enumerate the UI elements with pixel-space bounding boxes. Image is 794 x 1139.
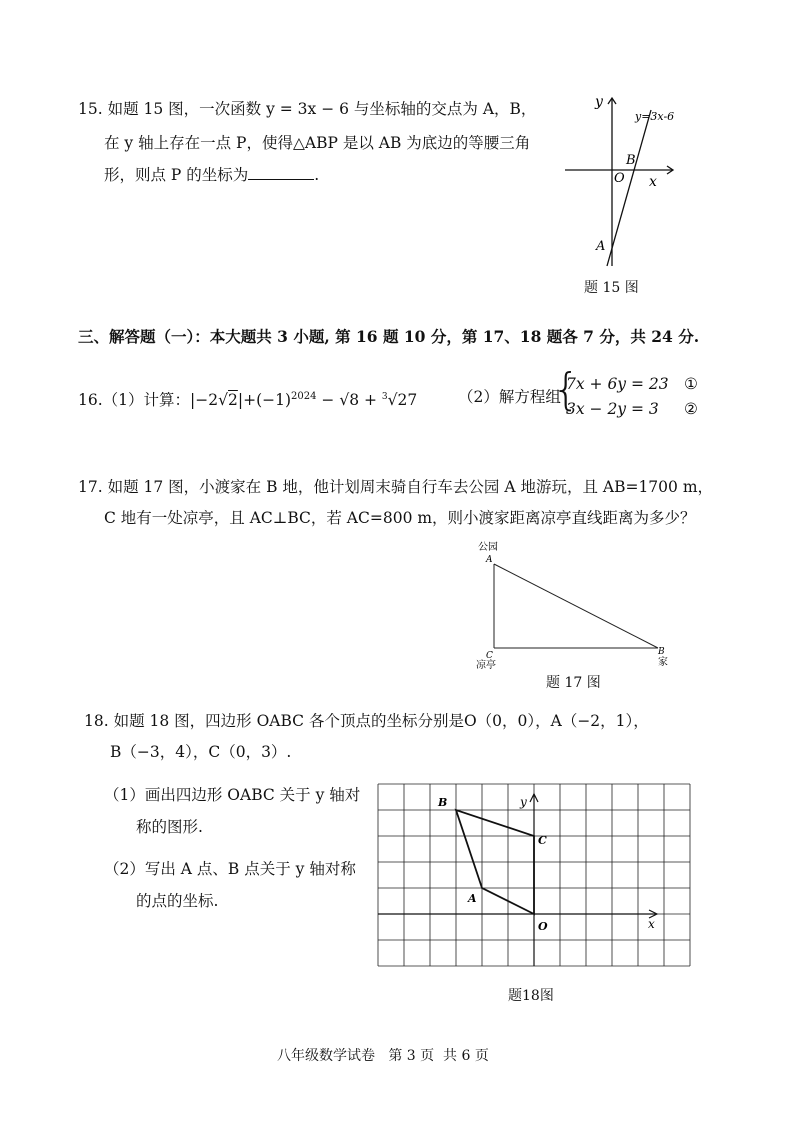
a-label: A <box>596 239 606 254</box>
q16-part1 <box>78 386 417 411</box>
cbrt-index: 3 <box>381 392 388 402</box>
exponent: 2024 <box>291 391 317 402</box>
o-label: O <box>538 920 548 933</box>
x-label: x <box>648 917 655 931</box>
q16-prefix: 16.（1）计算： <box>78 391 191 410</box>
abs-coef: −2 <box>195 391 219 410</box>
q17-line2: C 地有一处凉亭，且 AC⊥BC，若 AC=800 m，则小渡家距离凉亭直线距离为多少？ <box>104 509 696 527</box>
o-label: O <box>614 171 625 186</box>
eq2: 3x − 2y = 3 <box>566 400 659 418</box>
mark2: ② <box>684 400 698 418</box>
q16-part2-prefix: （2）解方程组 <box>458 388 561 406</box>
q15-line2: 在 y 轴上存在一点 P，使得△ABP 是以 AB 为底边的等腰三角 <box>104 134 531 152</box>
c-label: C <box>538 834 547 847</box>
q18-line1: 18. 如题 18 图，四边形 OABC 各个顶点的坐标分别是O（0，0），A（−2，1）， <box>84 712 649 730</box>
b-label: B <box>658 647 665 657</box>
q18-line2: B（−3，4），C（0，3）. <box>110 743 292 761</box>
sqrt-arg: 2 <box>228 391 238 410</box>
q18-grid-figure <box>370 780 700 970</box>
b-label: B <box>438 796 448 809</box>
mark1: ① <box>684 375 698 393</box>
section-heading: 三、解答题（一）：本大题共 3 小题, 第 16 题 10 分，第 17、18 题各 7 分，共 24 分. <box>78 327 700 346</box>
b-label: B <box>626 153 636 168</box>
y-label: y <box>520 795 527 809</box>
q18-caption: 题18图 <box>508 988 554 1004</box>
a-label: A <box>468 892 477 905</box>
home-label: 家 <box>658 657 668 668</box>
cbrt-body: √27 <box>387 391 418 410</box>
a-label: A <box>486 555 493 565</box>
q18-p2-line2: 的点的坐标. <box>136 892 219 910</box>
term-power: +(−1) <box>243 391 292 410</box>
abs-open: | <box>190 391 196 410</box>
y-label: y <box>595 94 603 110</box>
q15-line1: 15. 如题 15 图，一次函数 y = 3x − 6 与坐标轴的交点为 A，B， <box>78 100 537 118</box>
sqrt-sign: √ <box>218 391 228 410</box>
answer-blank[interactable] <box>248 165 314 180</box>
q17-line1: 17. 如题 17 图，小渡家在 B 地，他计划周末骑自行车去公园 A 地游玩，且 AB=1700 m， <box>78 478 714 496</box>
segment-ab <box>494 564 658 648</box>
q15-line3-end: . <box>314 166 320 184</box>
eq-label: y=3x-6 <box>635 110 675 123</box>
function-line <box>607 110 651 266</box>
term-sqrt8: − √8 + <box>316 391 382 410</box>
q18-p1-line2: 称的图形. <box>136 818 203 836</box>
q15-line3 <box>104 164 319 186</box>
q17-figure <box>470 534 700 670</box>
q18-p1-line1: （1）画出四边形 OABC 关于 y 轴对 <box>104 786 361 804</box>
c-label: C <box>486 651 493 661</box>
eq1: 7x + 6y = 23 <box>566 375 669 393</box>
pavilion-label: 凉亭 <box>476 660 496 670</box>
q17-caption: 题 17 图 <box>546 675 601 691</box>
abs-close: | <box>237 391 244 410</box>
x-label: x <box>649 174 657 190</box>
q15-line3-text: 形，则点 P 的坐标为 <box>104 166 249 184</box>
system-brace: { <box>552 364 580 415</box>
q15-caption: 题 15 图 <box>584 280 639 296</box>
page-footer: 八年级数学试卷 第 3 页 共 6 页 <box>277 1048 489 1064</box>
q15-figure <box>555 88 685 270</box>
q18-p2-line1: （2）写出 A 点、B 点关于 y 轴对称 <box>104 860 356 878</box>
park-label: 公园 <box>478 542 498 553</box>
